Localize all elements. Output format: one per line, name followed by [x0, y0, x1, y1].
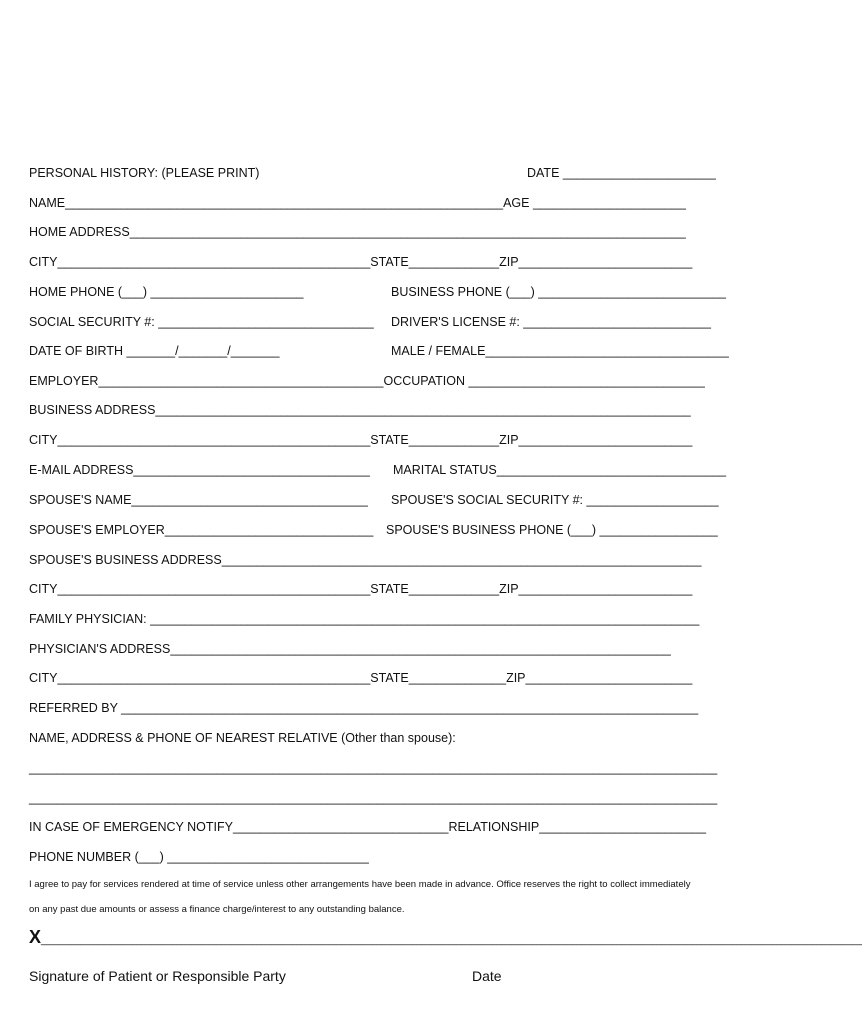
- form-row-relative-line-1: [29, 759, 729, 777]
- signature-line[interactable]: X__________________________________________________________________________________: [29, 927, 862, 947]
- sex-field[interactable]: MALE / FEMALE___________________________________: [391, 344, 729, 358]
- drivers-license-field[interactable]: DRIVER'S LICENSE #: ___________________________: [391, 315, 711, 329]
- form-row-spouse-business-address: [29, 551, 729, 569]
- name-age-field[interactable]: NAME_______________________________________________________________AGE ______________________: [29, 196, 686, 210]
- form-row-dob: [29, 342, 729, 360]
- nearest-relative-line-1[interactable]: ___________________________________________________________________________________________________: [29, 761, 718, 775]
- form-section-title: PERSONAL HISTORY: (PLEASE PRINT): [29, 166, 260, 180]
- payment-terms-line-2: on any past due amounts or assess a finance charge/interest to any outstanding balance.: [29, 904, 405, 915]
- form-row-emergency: [29, 818, 729, 836]
- nearest-relative-line-2[interactable]: ___________________________________________________________________________________________________: [29, 791, 718, 805]
- form-row-nearest-relative: [29, 729, 729, 747]
- form-row-physician-address: [29, 640, 729, 658]
- form-row-spouse-name: [29, 491, 729, 509]
- payment-terms-line-1: I agree to pay for services rendered at time of service unless other arrangements have been made in advance. Office reserves the right to collect immediately: [29, 879, 691, 890]
- nearest-relative-label: NAME, ADDRESS & PHONE OF NEAREST RELATIVE (Other than spouse):: [29, 731, 456, 745]
- spouse-business-phone-field[interactable]: SPOUSE'S BUSINESS PHONE (___) _________________: [386, 523, 718, 537]
- spouse-city-state-zip-field[interactable]: CITY_____________________________________________STATE_____________ZIP_________________________: [29, 582, 693, 596]
- physician-address-field[interactable]: PHYSICIAN'S ADDRESS________________________________________________________________________: [29, 642, 671, 656]
- form-row-relative-line-2: [29, 789, 729, 807]
- form-row-home-address: [29, 223, 729, 241]
- signature-date-label: Date: [472, 968, 502, 984]
- form-row-city: [29, 253, 729, 271]
- family-physician-field[interactable]: FAMILY PHYSICIAN: _______________________________________________________________________________: [29, 612, 700, 626]
- form-row-emergency-phone: [29, 848, 729, 866]
- business-city-state-zip-field[interactable]: CITY_____________________________________________STATE_____________ZIP_________________________: [29, 433, 693, 447]
- emergency-phone-field[interactable]: PHONE NUMBER (___) _____________________________: [29, 850, 369, 864]
- form-row-header: [29, 164, 729, 182]
- marital-status-field[interactable]: MARITAL STATUS_________________________________: [393, 463, 727, 477]
- spouse-business-address-field[interactable]: SPOUSE'S BUSINESS ADDRESS_____________________________________________________________________: [29, 553, 702, 567]
- form-row-employer: [29, 372, 729, 390]
- form-row-referred-by: [29, 699, 729, 717]
- form-row-name: [29, 194, 729, 212]
- spouse-employer-field[interactable]: SPOUSE'S EMPLOYER______________________________: [29, 523, 374, 537]
- form-row-spouse-city: [29, 580, 729, 598]
- social-security-field[interactable]: SOCIAL SECURITY #: _______________________________: [29, 315, 374, 329]
- form-row-physician-city: [29, 669, 729, 687]
- home-address-field[interactable]: HOME ADDRESS________________________________________________________________________________: [29, 225, 686, 239]
- spouse-name-field[interactable]: SPOUSE'S NAME__________________________________: [29, 493, 368, 507]
- form-row-spouse-employer: [29, 521, 729, 539]
- referred-by-field[interactable]: REFERRED BY ___________________________________________________________________________________: [29, 701, 699, 715]
- form-row-business-address: [29, 401, 729, 419]
- email-field[interactable]: E-MAIL ADDRESS__________________________________: [29, 463, 370, 477]
- form-row-business-city: [29, 431, 729, 449]
- form-row-phones: [29, 283, 729, 301]
- employer-occupation-field[interactable]: EMPLOYER_________________________________________OCCUPATION __________________________________: [29, 374, 705, 388]
- emergency-contact-field[interactable]: IN CASE OF EMERGENCY NOTIFY_______________________________RELATIONSHIP________________________: [29, 820, 707, 834]
- date-of-birth-field[interactable]: DATE OF BIRTH _______/_______/_______: [29, 344, 280, 358]
- form-row-family-physician: [29, 610, 729, 628]
- spouse-ssn-field[interactable]: SPOUSE'S SOCIAL SECURITY #: ___________________: [391, 493, 719, 507]
- business-address-field[interactable]: BUSINESS ADDRESS_____________________________________________________________________________: [29, 403, 691, 417]
- home-phone-field[interactable]: HOME PHONE (___) ______________________: [29, 285, 304, 299]
- date-field[interactable]: DATE ______________________: [527, 166, 716, 180]
- form-row-email: [29, 461, 729, 479]
- city-state-zip-field[interactable]: CITY_____________________________________________STATE_____________ZIP_________________________: [29, 255, 693, 269]
- physician-city-state-zip-field[interactable]: CITY_____________________________________________STATE______________ZIP________________________: [29, 671, 693, 685]
- form-row-ids: [29, 313, 729, 331]
- signature-label: Signature of Patient or Responsible Party: [29, 968, 286, 984]
- business-phone-field[interactable]: BUSINESS PHONE (___) ___________________________: [391, 285, 726, 299]
